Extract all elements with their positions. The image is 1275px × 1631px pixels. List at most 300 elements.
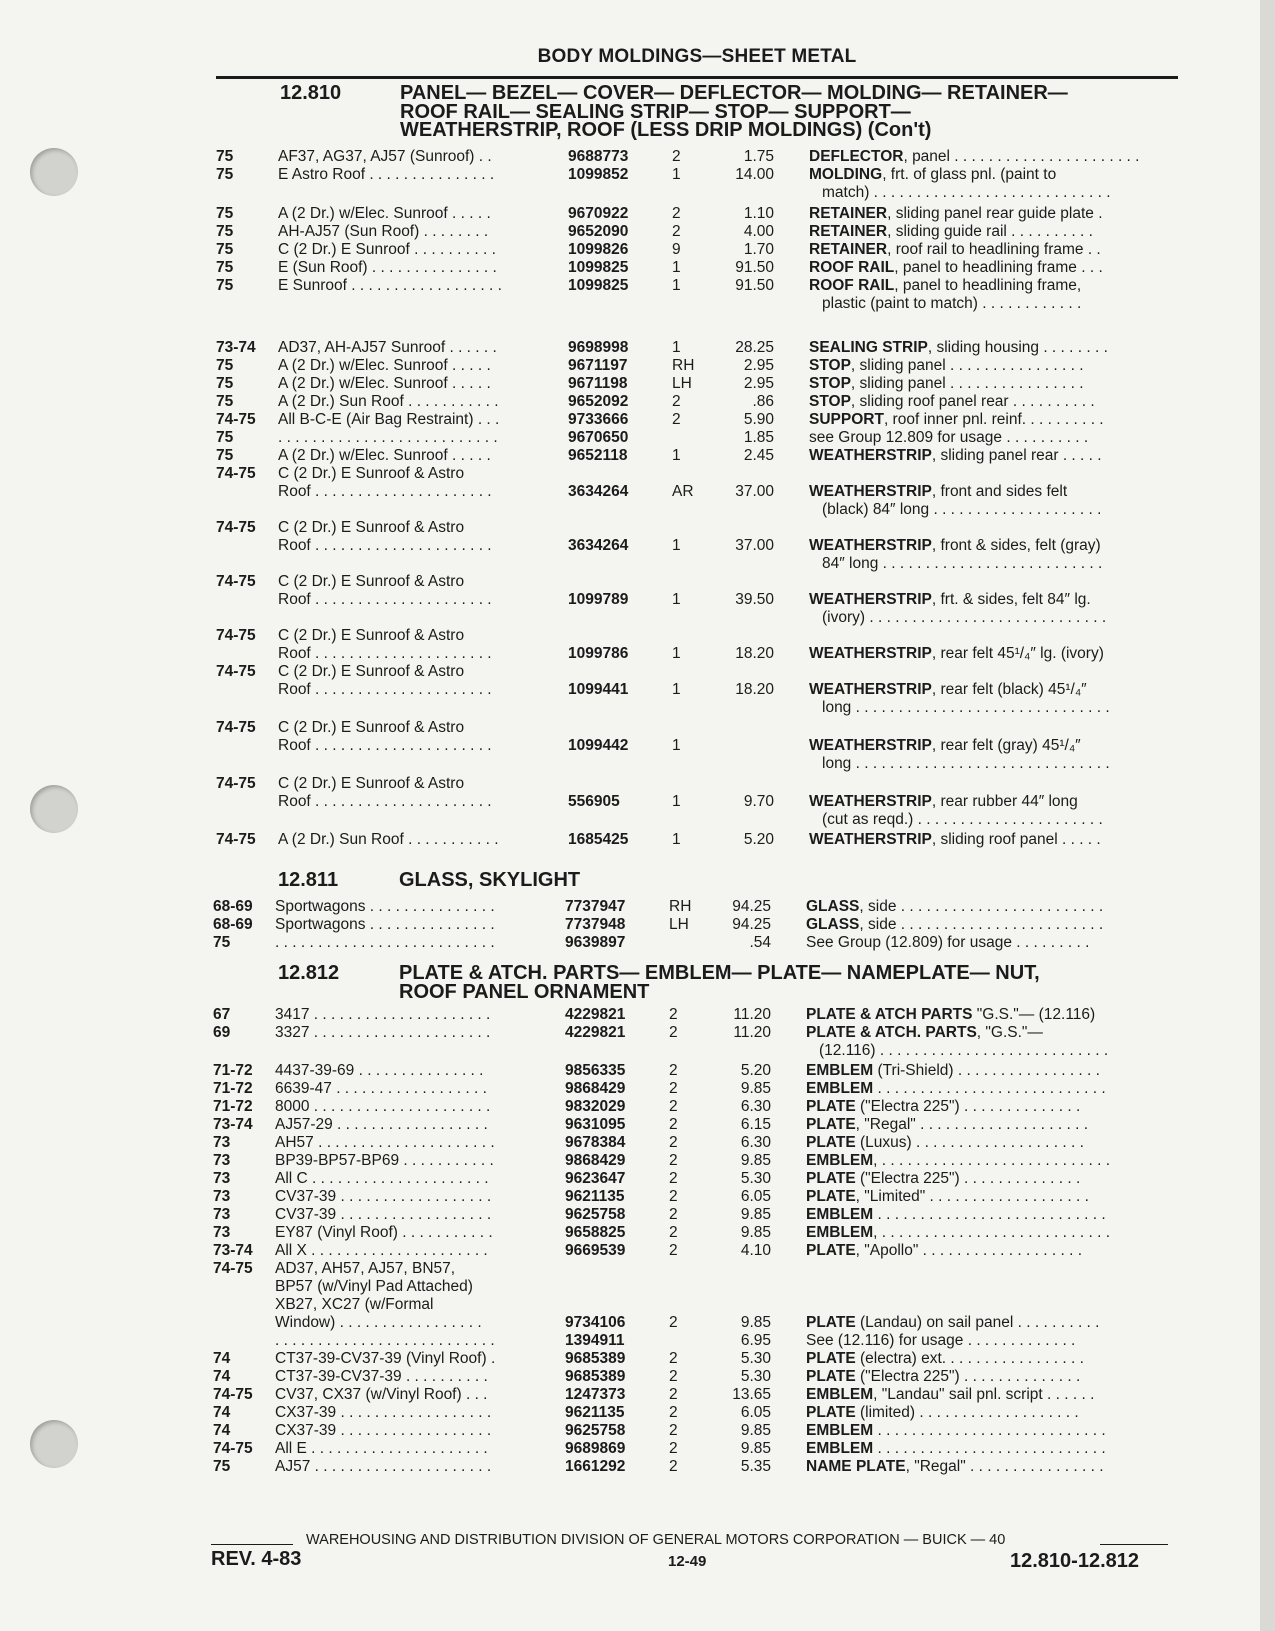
model-description: CT37-39-CV37-39 . . . . . . . . . .	[275, 1368, 488, 1385]
part-detail: See (12.116) for usage . . . . . . . . . . . . .	[806, 1332, 1076, 1349]
quantity: 2	[672, 411, 681, 428]
part-description	[806, 1188, 1181, 1207]
price: 1.75	[743, 148, 774, 165]
part-name: NAME PLATE	[806, 1458, 906, 1475]
part-number: 1099786	[568, 645, 629, 662]
model-description: XB27, XC27 (w/Formal	[275, 1296, 434, 1313]
price: 6.15	[740, 1116, 771, 1133]
quantity: 2	[672, 223, 681, 240]
table-row	[216, 555, 1180, 574]
quantity: 2	[669, 1314, 678, 1331]
part-description	[809, 681, 1184, 700]
model-description: AJ57-29 . . . . . . . . . . . . . . . . . .	[275, 1116, 488, 1133]
part-detail: , sliding panel . . . . . . . . . . . . . . . .	[850, 357, 1084, 374]
part-name: ROOF RAIL	[809, 277, 895, 294]
quantity: 2	[672, 393, 681, 410]
part-detail: . . . . . . . . . . . . . . . . . . . . . . . . . . .	[873, 1080, 1106, 1097]
part-name: PLATE	[806, 1188, 856, 1205]
part-detail: (cut as reqd.) . . . . . . . . . . . . . . . . . . . . . .	[822, 811, 1103, 828]
model-description: AH57 . . . . . . . . . . . . . . . . . . . . .	[275, 1134, 495, 1151]
part-detail: 84″ long . . . . . . . . . . . . . . . . . . . . . . . . . .	[822, 555, 1103, 572]
quantity: 2	[669, 1170, 678, 1187]
model-description: A (2 Dr.) w/Elec. Sunroof . . . . .	[278, 205, 491, 222]
binder-hole	[30, 1420, 78, 1468]
part-name: EMBLEM	[806, 1440, 874, 1457]
price: 13.65	[732, 1386, 771, 1403]
part-name: GLASS	[806, 898, 860, 915]
part-name: WEATHERSTRIP	[809, 591, 932, 608]
part-detail: . . . . . . . . . . . . . . . . . . . . . . . . . . .	[873, 1422, 1106, 1439]
model-description: 4437-39-69 . . . . . . . . . . . . . . .	[275, 1062, 484, 1079]
quantity: 2	[669, 1062, 678, 1079]
price: 9.85	[740, 1314, 771, 1331]
part-detail: plastic (paint to match) . . . . . . . . . . . .	[822, 295, 1082, 312]
part-name: STOP	[809, 375, 851, 392]
model-description: C (2 Dr.) E Sunroof & Astro	[278, 627, 465, 644]
section-title-line: GLASS, SKYLIGHT	[399, 869, 581, 891]
quantity: 2	[669, 1386, 678, 1403]
part-detail: , "Landau" sail pnl. script . . . . . .	[873, 1386, 1095, 1403]
part-name: DEFLECTOR	[809, 148, 904, 165]
table-row	[216, 793, 1180, 812]
price: 9.85	[740, 1206, 771, 1223]
part-detail: . . . . . . . . . . . . . . . . . . . . . . . . . . .	[873, 1206, 1106, 1223]
part-number: 1099825	[568, 259, 629, 276]
price: 94.25	[732, 916, 771, 933]
table-row	[213, 1098, 1177, 1117]
part-name: WEATHERSTRIP	[809, 645, 932, 662]
part-description	[822, 699, 1197, 718]
part-description	[806, 1024, 1181, 1043]
part-number: 1099442	[568, 737, 629, 754]
part-detail: , rear felt (black) 45¹/₄″	[931, 681, 1087, 698]
part-name: PLATE	[806, 1368, 856, 1385]
quantity: 2	[669, 1080, 678, 1097]
part-number: 9868429	[565, 1080, 626, 1097]
part-description	[809, 241, 1184, 260]
model-description: C (2 Dr.) E Sunroof & Astro	[278, 663, 465, 680]
part-number: 7737948	[565, 916, 626, 933]
part-number: 9652092	[568, 393, 629, 410]
price: 5.35	[740, 1458, 771, 1475]
model-description: . . . . . . . . . . . . . . . . . . . . . . . . . .	[275, 1332, 495, 1349]
price: 18.20	[735, 681, 774, 698]
model-year: 74	[213, 1350, 231, 1367]
price: 9.70	[743, 793, 774, 810]
part-detail: , frt. & sides, felt 84″ lg.	[931, 591, 1091, 608]
part-name: EMBLEM	[806, 1152, 874, 1169]
model-year: 73	[213, 1224, 231, 1241]
section-number: 12.811	[278, 869, 339, 891]
model-description: 3417 . . . . . . . . . . . . . . . . . . . . .	[275, 1006, 491, 1023]
model-year: 73-74	[216, 339, 256, 356]
model-year: 74-75	[216, 663, 256, 680]
model-year: 73-74	[213, 1242, 253, 1259]
part-number: 1685425	[568, 831, 629, 848]
model-year: 74	[213, 1368, 231, 1385]
table-row	[213, 1242, 1177, 1261]
price: 1.70	[743, 241, 774, 258]
model-year: 68-69	[213, 898, 253, 915]
part-name: RETAINER	[809, 241, 888, 258]
part-detail: (ivory) . . . . . . . . . . . . . . . . . . . . . . . . . . . .	[822, 609, 1107, 626]
quantity: 2	[669, 1116, 678, 1133]
model-year: 69	[213, 1024, 231, 1041]
model-year: 75	[216, 447, 234, 464]
price: 11.20	[733, 1024, 771, 1041]
section-number: 12.812	[278, 962, 340, 984]
model-description: A (2 Dr.) w/Elec. Sunroof . . . . .	[278, 447, 491, 464]
model-year: 75	[213, 934, 231, 951]
table-row	[216, 699, 1180, 718]
part-description	[806, 1224, 1181, 1243]
page-header-title: BODY MOLDINGS—SHEET METAL	[537, 46, 857, 67]
part-number: 4229821	[565, 1006, 626, 1023]
part-description	[822, 555, 1197, 574]
table-row	[216, 663, 1180, 682]
header-rule	[216, 76, 1178, 79]
table-row	[216, 166, 1180, 185]
model-description: CV37-39 . . . . . . . . . . . . . . . . . .	[275, 1206, 492, 1223]
part-name: ROOF RAIL	[809, 259, 895, 276]
model-description: CV37-39 . . . . . . . . . . . . . . . . . .	[275, 1188, 492, 1205]
part-name: GLASS	[806, 916, 860, 933]
table-row	[216, 223, 1180, 242]
part-number: 9670922	[568, 205, 629, 222]
part-description	[809, 223, 1184, 242]
table-row	[213, 1006, 1177, 1025]
part-description	[806, 934, 1181, 953]
table-row	[213, 1188, 1177, 1207]
part-detail: , sliding panel . . . . . . . . . . . . . . . .	[850, 375, 1084, 392]
part-name: EMBLEM	[806, 1062, 874, 1079]
footer-rule	[1100, 1544, 1168, 1545]
price: 6.30	[740, 1134, 771, 1151]
price: 5.20	[740, 1062, 771, 1079]
table-row	[213, 1170, 1177, 1189]
model-description: C (2 Dr.) E Sunroof & Astro	[278, 465, 465, 482]
part-name: EMBLEM	[806, 1386, 874, 1403]
part-number: 1394911	[565, 1332, 625, 1349]
quantity: 1	[672, 447, 681, 464]
table-row	[216, 501, 1180, 520]
section-number: 12.810	[280, 82, 342, 104]
part-number: 3634264	[568, 537, 629, 554]
quantity: 2	[672, 148, 681, 165]
model-description: All X . . . . . . . . . . . . . . . . . . . . .	[275, 1242, 488, 1259]
price: 9.85	[740, 1224, 771, 1241]
part-name: SEALING STRIP	[809, 339, 928, 356]
part-number: 7737947	[565, 898, 626, 915]
quantity: 2	[669, 1224, 678, 1241]
model-description: AJ57 . . . . . . . . . . . . . . . . . . . . .	[275, 1458, 492, 1475]
part-number: 1247373	[565, 1386, 626, 1403]
part-name: WEATHERSTRIP	[809, 537, 932, 554]
part-detail: "G.S."— (12.116)	[972, 1006, 1096, 1023]
table-row	[213, 1440, 1177, 1459]
table-row	[216, 519, 1180, 538]
price: 91.50	[735, 277, 774, 294]
part-detail: , rear felt (gray) 45¹/₄″	[931, 737, 1081, 754]
model-year: 73	[213, 1188, 231, 1205]
part-number: 1099441	[568, 681, 629, 698]
part-number: 9639897	[565, 934, 626, 951]
table-row	[216, 627, 1180, 646]
model-description: EY87 (Vinyl Roof) . . . . . . . . . . .	[275, 1224, 493, 1241]
model-year: 75	[216, 357, 234, 374]
part-description	[806, 1206, 1181, 1225]
price: 5.30	[740, 1170, 771, 1187]
table-row	[213, 1314, 1177, 1333]
table-row	[216, 411, 1180, 430]
table-row	[216, 609, 1180, 628]
part-number: 9671198	[568, 375, 628, 392]
part-description	[822, 811, 1197, 830]
part-number: 9625758	[565, 1206, 626, 1223]
price: 5.20	[743, 831, 774, 848]
table-row	[216, 184, 1180, 203]
part-number: 9733666	[568, 411, 629, 428]
part-description	[806, 1098, 1181, 1117]
part-description	[809, 737, 1184, 756]
part-description	[809, 148, 1184, 167]
table-row	[213, 1024, 1177, 1043]
quantity: 1	[672, 277, 681, 294]
part-detail: , roof inner pnl. reinf. . . . . . . . . .	[883, 411, 1104, 428]
quantity: 1	[672, 793, 681, 810]
model-year: 74	[213, 1404, 231, 1421]
part-description	[806, 1440, 1181, 1459]
model-description: CX37-39 . . . . . . . . . . . . . . . . . .	[275, 1422, 492, 1439]
part-detail: (Tri-Shield) . . . . . . . . . . . . . . . . .	[873, 1062, 1100, 1079]
quantity: LH	[672, 375, 692, 392]
table-row	[213, 1042, 1177, 1061]
quantity: 2	[669, 1368, 678, 1385]
part-detail: , panel to headlining frame . . .	[894, 259, 1103, 276]
model-description: CV37, CX37 (w/Vinyl Roof) . . .	[275, 1386, 488, 1403]
part-detail: see Group 12.809 for usage . . . . . . . . . .	[809, 429, 1089, 446]
part-description	[809, 447, 1184, 466]
model-year: 71-72	[213, 1062, 253, 1079]
part-number: 4229821	[565, 1024, 626, 1041]
part-number: 9658825	[565, 1224, 626, 1241]
binder-hole	[30, 148, 78, 196]
model-description: . . . . . . . . . . . . . . . . . . . . . . . . . .	[278, 429, 498, 446]
model-description: A (2 Dr.) Sun Roof . . . . . . . . . . .	[278, 393, 499, 410]
model-year: 74-75	[216, 775, 256, 792]
price: 6.30	[740, 1098, 771, 1115]
quantity: 2	[669, 1134, 678, 1151]
price: 11.20	[733, 1006, 771, 1023]
model-year: 75	[216, 375, 234, 392]
table-row	[216, 737, 1180, 756]
part-number: 1099826	[568, 241, 629, 258]
part-description	[806, 1314, 1181, 1333]
price: 91.50	[735, 259, 774, 276]
model-description: C (2 Dr.) E Sunroof & Astro	[278, 775, 465, 792]
part-name: RETAINER	[809, 223, 888, 240]
table-row	[213, 1080, 1177, 1099]
model-description: BP39-BP57-BP69 . . . . . . . . . . .	[275, 1152, 494, 1169]
quantity: 1	[672, 591, 681, 608]
model-description: 3327 . . . . . . . . . . . . . . . . . . . . .	[275, 1024, 491, 1041]
part-description	[806, 1062, 1181, 1081]
footer-page-number: 12-49	[668, 1553, 707, 1570]
part-detail: See Group (12.809) for usage . . . . . . . . .	[806, 934, 1090, 951]
part-detail: . . . . . . . . . . . . . . . . . . . . . . . . . . .	[873, 1440, 1106, 1457]
table-row	[213, 1386, 1177, 1405]
model-description: . . . . . . . . . . . . . . . . . . . . . . . . . .	[275, 934, 495, 951]
part-number: 9652118	[568, 447, 628, 464]
table-row	[213, 1458, 1177, 1477]
model-year: 71-72	[213, 1098, 253, 1115]
model-year: 75	[216, 223, 234, 240]
footer-corporation: WAREHOUSING AND DISTRIBUTION DIVISION OF GENERAL MOTORS CORPORATION — BUICK — 40	[306, 1532, 1006, 1548]
part-name: PLATE	[806, 1098, 856, 1115]
part-name: PLATE	[806, 1404, 856, 1421]
section-title-line: PANEL— BEZEL— COVER— DEFLECTOR— MOLDING— RETAINER—	[400, 82, 1068, 104]
quantity: 2	[669, 1006, 678, 1023]
quantity: 2	[669, 1152, 678, 1169]
part-description	[806, 1242, 1181, 1261]
table-row	[216, 429, 1180, 448]
part-name: MOLDING	[809, 166, 883, 183]
table-row	[213, 1224, 1177, 1243]
quantity: 2	[669, 1024, 678, 1041]
table-row	[213, 1062, 1177, 1081]
model-description: Roof . . . . . . . . . . . . . . . . . . . . .	[278, 483, 492, 500]
binder-hole	[30, 785, 78, 833]
quantity: 2	[669, 1188, 678, 1205]
model-year: 67	[213, 1006, 231, 1023]
part-detail: (Luxus) . . . . . . . . . . . . . . . . . . . .	[855, 1134, 1084, 1151]
model-description: Roof . . . . . . . . . . . . . . . . . . . . .	[278, 645, 492, 662]
price: 6.95	[740, 1332, 771, 1349]
table-row	[213, 1116, 1177, 1135]
part-description	[819, 1042, 1194, 1061]
model-description: Roof . . . . . . . . . . . . . . . . . . . . .	[278, 537, 492, 554]
part-detail: , sliding roof panel rear . . . . . . . . . .	[850, 393, 1095, 410]
quantity: 1	[672, 166, 681, 183]
table-row	[216, 811, 1180, 830]
price: 9.85	[740, 1152, 771, 1169]
price: 37.00	[735, 537, 774, 554]
part-description	[822, 184, 1197, 203]
part-number: 556905	[568, 793, 620, 810]
part-detail: , "G.S."—	[976, 1024, 1043, 1041]
part-detail: , . . . . . . . . . . . . . . . . . . . . . . . . . . .	[873, 1152, 1111, 1169]
table-row	[216, 831, 1180, 850]
table-row	[213, 1368, 1177, 1387]
quantity: 2	[669, 1350, 678, 1367]
model-year: 73	[213, 1134, 231, 1151]
part-detail: (electra) ext. . . . . . . . . . . . . . . . .	[855, 1350, 1084, 1367]
quantity: 2	[669, 1458, 678, 1475]
price: 9.85	[740, 1440, 771, 1457]
part-detail: , "Apollo" . . . . . . . . . . . . . . . . . . .	[855, 1242, 1083, 1259]
part-detail: , sliding housing . . . . . . . .	[927, 339, 1108, 356]
table-row	[216, 681, 1180, 700]
part-description	[809, 339, 1184, 358]
part-description	[809, 393, 1184, 412]
part-name: PLATE	[806, 1134, 856, 1151]
part-description	[809, 793, 1184, 812]
part-detail: , panel . . . . . . . . . . . . . . . . . . . . . .	[903, 148, 1140, 165]
price: 5.30	[740, 1368, 771, 1385]
part-detail: , sliding panel rear guide plate .	[887, 205, 1103, 222]
part-description	[806, 1368, 1181, 1387]
quantity: 2	[669, 1404, 678, 1421]
model-description: C (2 Dr.) E Sunroof . . . . . . . . . .	[278, 241, 496, 258]
model-year: 74-75	[213, 1440, 253, 1457]
model-description: E (Sun Roof) . . . . . . . . . . . . . . .	[278, 259, 497, 276]
part-description	[809, 645, 1184, 664]
part-number: 1099852	[568, 166, 629, 183]
model-year: 74-75	[216, 411, 256, 428]
price: 5.30	[740, 1350, 771, 1367]
part-description	[809, 483, 1184, 502]
model-year: 71-72	[213, 1080, 253, 1097]
model-year: 75	[216, 259, 234, 276]
part-name: EMBLEM	[806, 1206, 874, 1223]
price: 6.05	[740, 1404, 771, 1421]
part-detail: , side . . . . . . . . . . . . . . . . . . . . . . . .	[859, 898, 1104, 915]
section-title-line: ROOF PANEL ORNAMENT	[399, 980, 650, 1003]
table-row	[213, 1134, 1177, 1153]
table-row	[216, 241, 1180, 260]
part-name: STOP	[809, 357, 851, 374]
model-year: 74	[213, 1422, 231, 1439]
table-row	[213, 1260, 1177, 1279]
table-row	[216, 339, 1180, 358]
section-title	[399, 964, 1159, 1001]
model-year: 74-75	[216, 627, 256, 644]
part-number: 9671197	[568, 357, 628, 374]
table-row	[213, 1422, 1177, 1441]
part-description	[809, 591, 1184, 610]
part-description	[806, 1422, 1181, 1441]
table-row	[213, 1350, 1177, 1369]
part-name: PLATE	[806, 1314, 856, 1331]
part-description	[806, 1170, 1181, 1189]
table-row	[216, 537, 1180, 556]
quantity: 2	[669, 1242, 678, 1259]
table-row	[216, 148, 1180, 167]
section-title-line: WEATHERSTRIP, ROOF (LESS DRIP MOLDINGS) (Con't)	[400, 119, 932, 141]
table-row	[213, 916, 1177, 935]
part-detail: , "Regal" . . . . . . . . . . . . . . . . . . . .	[855, 1116, 1089, 1133]
part-name: SUPPORT	[809, 411, 884, 428]
part-detail: , "Regal" . . . . . . . . . . . . . . . .	[905, 1458, 1104, 1475]
model-description: All C . . . . . . . . . . . . . . . . . . . . .	[275, 1170, 489, 1187]
model-description: Sportwagons . . . . . . . . . . . . . . .	[275, 916, 495, 933]
model-description: All E . . . . . . . . . . . . . . . . . . . . .	[275, 1440, 488, 1457]
quantity: RH	[669, 898, 692, 915]
model-description: AF37, AG37, AJ57 (Sunroof) . .	[278, 148, 492, 165]
model-description: A (2 Dr.) w/Elec. Sunroof . . . . .	[278, 357, 491, 374]
price: .54	[749, 934, 771, 951]
part-detail: , side . . . . . . . . . . . . . . . . . . . . . . . .	[859, 916, 1104, 933]
table-row	[216, 573, 1180, 592]
table-row	[216, 277, 1180, 296]
quantity: 1	[672, 259, 681, 276]
table-row	[213, 898, 1177, 917]
model-description: 6639-47 . . . . . . . . . . . . . . . . . .	[275, 1080, 487, 1097]
quantity: 1	[672, 681, 681, 698]
quantity: 2	[669, 1440, 678, 1457]
model-year: 73	[213, 1170, 231, 1187]
model-description: All B-C-E (Air Bag Restraint) . . .	[278, 411, 500, 428]
